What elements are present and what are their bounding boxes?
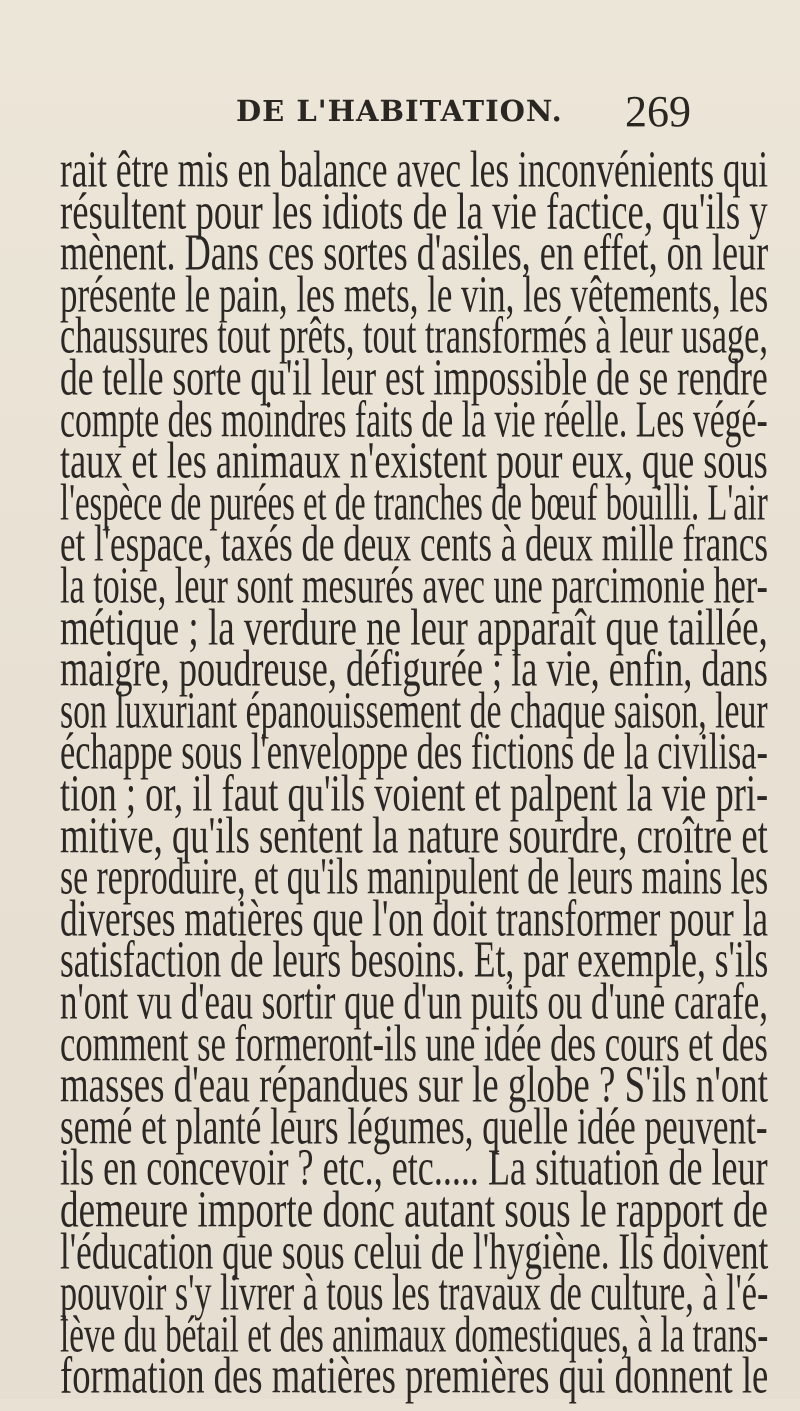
text-line: résultent pour les idiots de la vie factice, qu'ils y [60,182,768,241]
text-line: rait être mis en balance avec les inconvénients qui [60,140,769,199]
text-line: maigre, poudreuse, défigurée ; la vie, enfin, dans [60,639,768,698]
text-line: échappe sous l'enveloppe des fictions de la civilisa- [60,723,768,781]
text-line: et l'espace, taxés de deux cents à deux mille francs [60,515,768,573]
text-line: diverses matières que l'on doit transformer pour la [60,889,768,948]
text-line: métique ; la verdure ne leur apparaît que taillée, [60,598,768,657]
text-line: compte des moindres faits de la vie réelle. Les végé- [60,390,768,449]
text-line: présente le pain, les mets, le vin, les vêtements, les [60,265,769,324]
text-line: tion ; or, il faut qu'ils voient et palpent la vie pri- [60,764,769,823]
text-line: semé et planté leurs légumes, quelle idée peuvent- [60,1097,768,1156]
text-line: pouvoir s'y livrer à tous les travaux de culture, à l'é- [60,1263,769,1322]
text-line: de telle sorte qu'il leur est impossible de se rendre [60,348,768,407]
page-number: 269 [625,87,691,136]
running-title: DE L'HABITATION. [236,94,563,128]
text-line: formation des matières premières qui donnent le [60,1347,769,1405]
text-line: n'ont vu d'eau sortir que d'un puits ou d'une carafe, [60,972,768,1031]
text-line: chaussures tout prêts, tout transformés à leur usage, [60,307,768,365]
text-line: masses d'eau répandues sur le globe ? S'ils n'ont [60,1055,768,1114]
text-line: mènent. Dans ces sortes d'asiles, en effet, on leur [60,223,769,282]
text-line: son luxuriant épanouissement de chaque saison, leur [60,681,768,740]
text-line: satisfaction de leurs besoins. Et, par exemple, s'ils [60,931,769,989]
text-line: ils en concevoir ? etc., etc..... La situation de leur [60,1139,768,1197]
text-line: la toise, leur sont mesurés avec une parcimonie her- [60,556,768,615]
text-line: comment se formeront-ils une idée des cours et des [60,1014,768,1073]
text-line: taux et les animaux n'existent pour eux, que sous [60,431,768,490]
text-line: l'éducation que sous celui de l'hygiène. Ils doivent [60,1222,769,1281]
text-line: demeure importe donc autant sous le rapport de [60,1180,768,1239]
text-line: se reproduire, et qu'ils manipulent de leurs mains les [60,847,769,906]
page-header [0,84,800,134]
text-line: lève du bétail et des animaux domestiques, à la trans- [60,1305,769,1364]
text-line: mitive, qu'ils sentent la nature sourdre, croître et [60,806,768,865]
text-line: l'espèce de purées et de tranches de bœuf bouilli. L'air [60,473,768,532]
